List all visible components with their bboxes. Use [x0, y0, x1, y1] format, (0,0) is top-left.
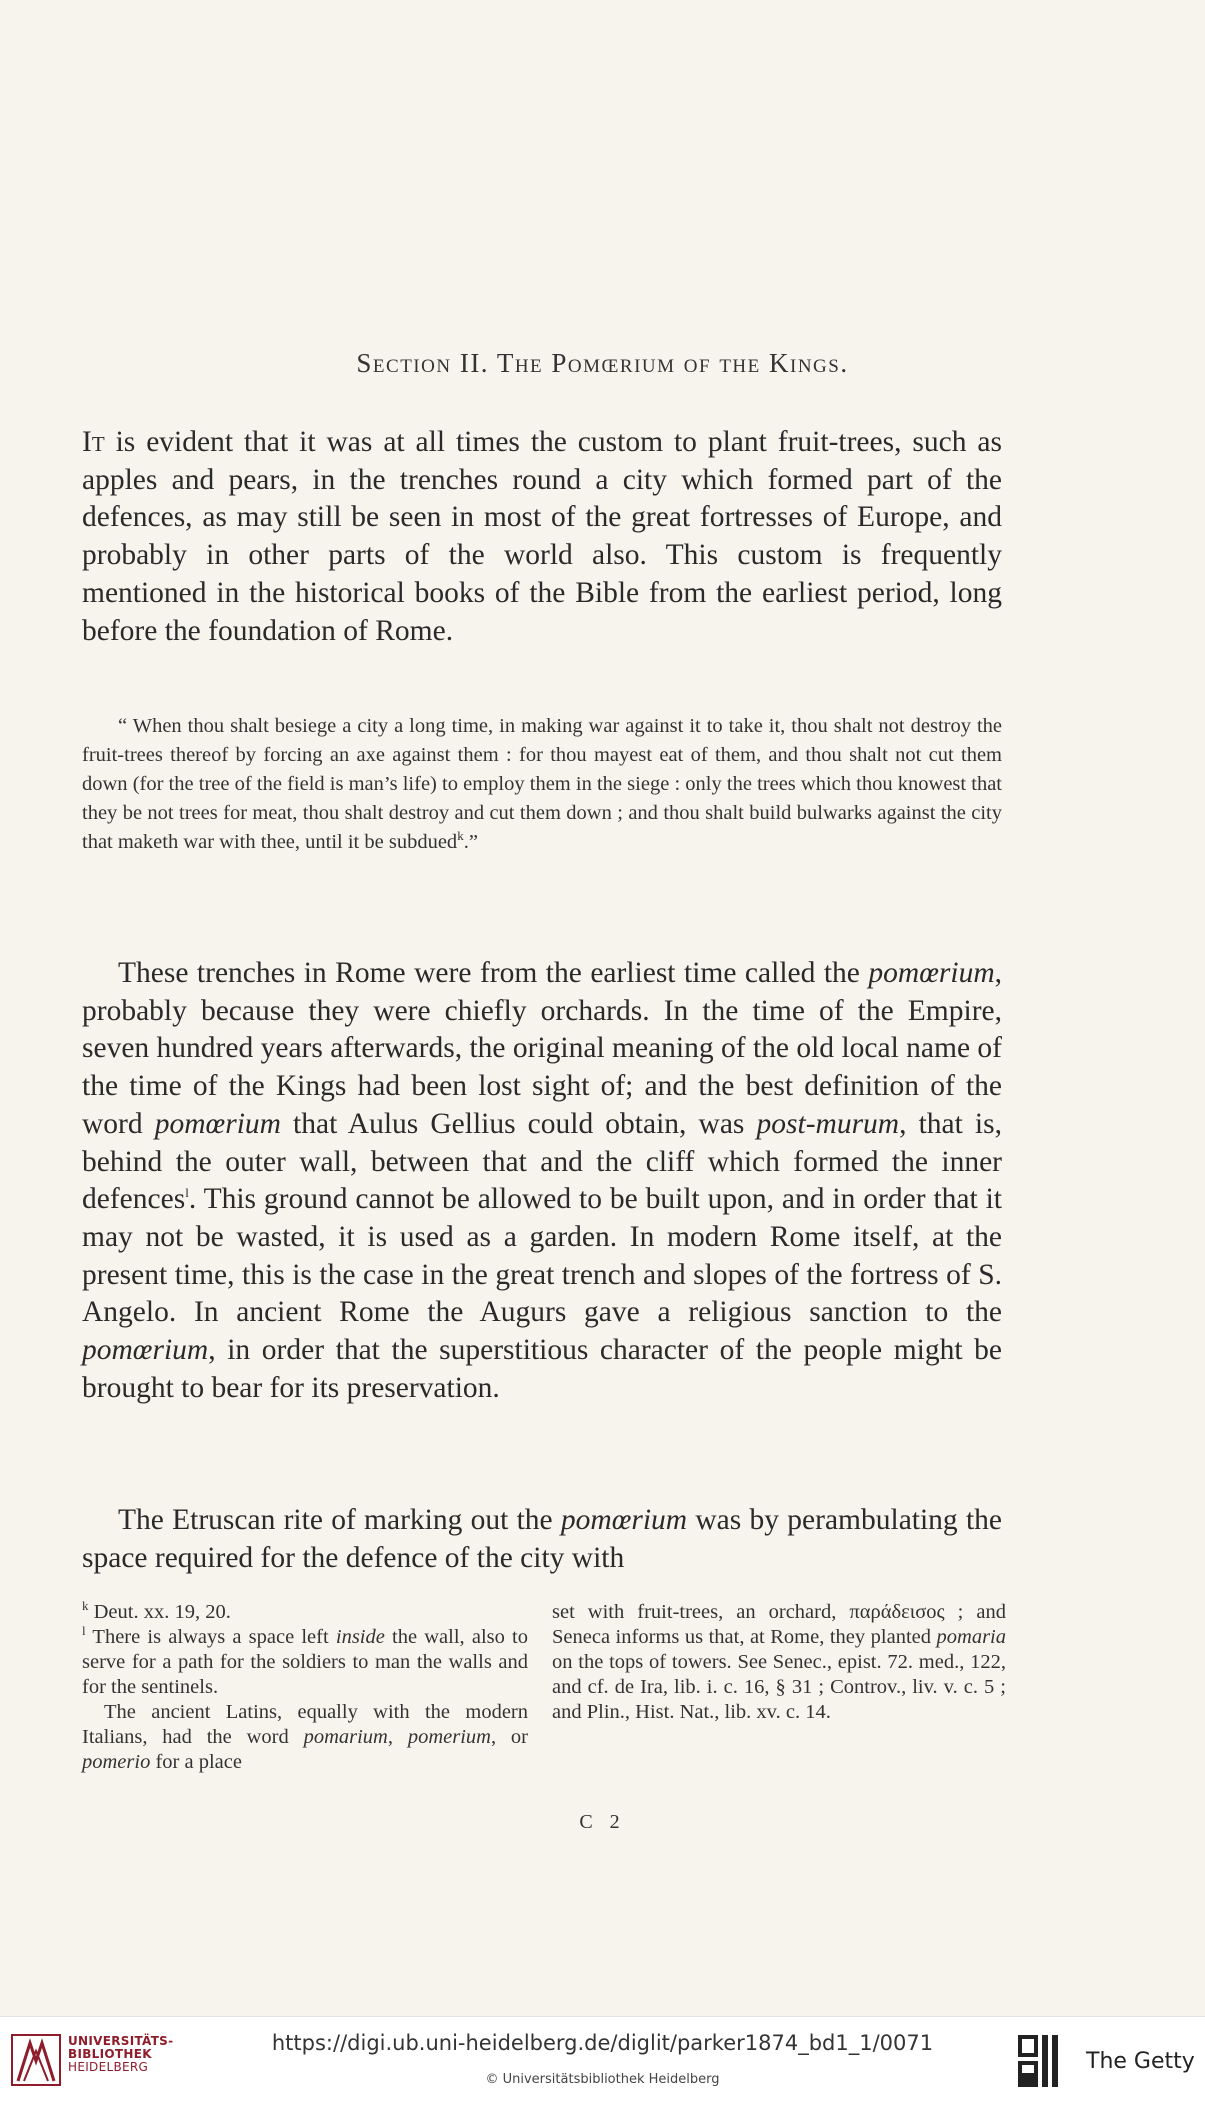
library-name-line-1: UNIVERSITÄTS-: [68, 2034, 174, 2048]
footnote-r-text-a: set with fruit-trees, an orchard, παράδεισος ; and Seneca informs us that, at Rome, they planted: [552, 1601, 1006, 1648]
footnote-l-italic: inside: [335, 1626, 385, 1648]
footnote-l2-italic-1: pomarium: [303, 1726, 388, 1748]
footnote-r-text-b: on the tops of towers. See Senec., epist. 72. med., 122, and cf. de Ira, lib. i. c. 16, § 31 ; Controv., liv. v. c. 5 ; and Plin., Hist. Nat., lib. xv. c. 14.: [552, 1651, 1006, 1723]
footnote-l2-italic-2: pomerium: [407, 1726, 491, 1748]
footnote-r-italic: pomaria: [936, 1626, 1006, 1648]
p2-text-a: These trenches in Rome were from the earliest time called the: [118, 957, 869, 989]
footnote-l-text-b: the wall, also to serve for a path for the soldiers to man the walls and for the sentinels.: [82, 1626, 529, 1698]
paragraph-1: [82, 424, 1002, 650]
footnote-k-mark: k: [82, 1598, 89, 1614]
footnotes-left-column: [82, 1600, 528, 1775]
p2-text-c: that Aulus Gellius could obtain, was: [280, 1107, 757, 1140]
footnote-l-text-a: There is always a space left: [85, 1626, 336, 1648]
paragraph-2: [82, 955, 1002, 1407]
copyright-notice: © Universitätsbibliothek Heidelberg: [485, 2072, 720, 2087]
paragraph-1-lead: It: [82, 426, 105, 458]
footnote-l-right: [552, 1600, 1006, 1725]
p3-italic-1: pomœrium: [560, 1504, 688, 1536]
footnote-ref-k: k: [457, 828, 464, 844]
footnote-ref-l: l: [185, 1185, 189, 1201]
p2-italic-1: pomœrium: [868, 957, 995, 989]
footnotes-right-column: [552, 1600, 1006, 1725]
library-name-line-3: HEIDELBERG: [68, 2060, 149, 2074]
footnote-l-continued: [82, 1700, 528, 1775]
footnote-k-text: Deut. xx. 19, 20.: [88, 1601, 231, 1623]
library-name-line-2: BIBLIOTHEK: [68, 2047, 152, 2061]
quote-close: .”: [463, 831, 478, 853]
footnote-l2-text-c: , or: [490, 1726, 529, 1748]
p2-text-b: , probably because they were chiefly orchards. In the time of the Empire, seven hundred years afterwards, the original meaning of the old local name of the time of the Kings had been lost sight of; and the best definition of the word: [82, 957, 1002, 1140]
p2-italic-4: pomœrium: [82, 1334, 209, 1367]
footnote-l2-text-d: for a place: [150, 1751, 242, 1773]
p2-text-f: , in order that the superstitious character of the people might be brought to bear for its preservation.: [82, 1334, 1002, 1404]
p2-italic-3: post-murum: [756, 1107, 900, 1140]
paragraph-1-text: is evident that it was at all times the custom to plant fruit-trees, such as apples and pears, in the trenches round a city which formed part of the defences, as may still be seen in most of the great fortresses of Europe, and probably in other parts of the world also. This custom is frequently mentioned in the historical books of the Bible from the earliest period, long before the foundation of Rome.: [82, 426, 1002, 647]
getty-logo-icon[interactable]: [1014, 2031, 1066, 2091]
footnote-k: [82, 1600, 528, 1625]
footnote-l-mark: l: [82, 1623, 86, 1639]
getty-name: The Getty: [1086, 2049, 1195, 2074]
viewer-footer: [0, 2016, 1205, 2103]
section-heading: Section II. The Pomœrium of the Kings.: [356, 348, 849, 378]
p2-italic-2: pomœrium: [154, 1107, 281, 1140]
p3-text-b: was by perambulating the space required for the defence of the city with: [82, 1504, 1002, 1574]
p3-text-a: The Etruscan rite of marking out the: [118, 1504, 561, 1536]
p2-text-d: , that is, behind the outer wall, between that and the cliff which formed the inner defences: [82, 1107, 1002, 1216]
paragraph-3: [82, 1502, 1002, 1577]
footnote-l: [82, 1625, 528, 1700]
p2-text-e: . This ground cannot be allowed to be built upon, and in order that it may not be wasted, it is used as a garden. In modern Rome itself, at the present time, this is the case in the great trench and slopes of the fortress of S. Angelo. In ancient Rome the Augurs gave a religious sanction to the: [82, 1183, 1002, 1329]
permalink-url[interactable]: https://digi.ub.uni-heidelberg.de/diglit/parker1874_bd1_1/0071: [271, 2031, 934, 2055]
footnote-l2-text-a: The ancient Latins, equally with the modern Italians, had the word: [82, 1701, 528, 1748]
bible-quote: [82, 712, 1002, 857]
footnote-l2-italic-3: pomerio: [82, 1751, 151, 1773]
quote-text: “ When thou shalt besiege a city a long time, in making war against it to take it, thou shalt not destroy the fruit-trees thereof by forcing an axe against them : for thou mayest eat of them, and thou shalt not cut them down (for the tree of the field is man’s life) to employ them in the siege : only the trees which thou knowest that they be not trees for meat, thou shalt destroy and cut them down ; and thou shalt build bulwarks against the city that maketh war with thee, until it be subdued: [82, 715, 1002, 853]
signature-mark: C 2: [579, 1811, 626, 1833]
footnote-l2-text-b: ,: [387, 1726, 408, 1748]
